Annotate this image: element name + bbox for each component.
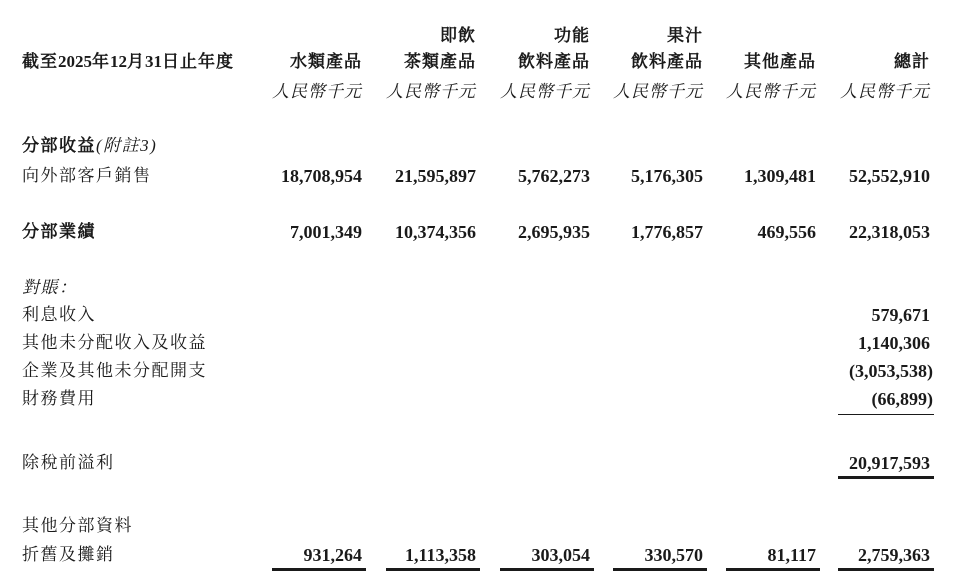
period-heading: 截至2025年12月31日止年度 — [22, 52, 234, 72]
external-sales-functional: 5,762,273 — [518, 166, 590, 186]
depreciation-other: 81,117 — [767, 545, 816, 565]
col-header-tea-line1: 即飲 — [440, 26, 476, 46]
col-header-total: 總計 — [894, 52, 930, 72]
col-header-functional-line1: 功能 — [554, 26, 590, 46]
col-header-water: 水類產品 — [290, 52, 362, 72]
corporate-expenses-total: (3,053,538) — [849, 361, 933, 381]
col-unit-juice: 人民幣千元 — [613, 82, 703, 102]
col-unit-tea: 人民幣千元 — [386, 82, 476, 102]
depreciation-total: 2,759,363 — [858, 545, 930, 565]
col-unit-other: 人民幣千元 — [726, 82, 816, 102]
depreciation-rule-total — [838, 568, 934, 571]
external-sales-tea: 21,595,897 — [395, 166, 476, 186]
depreciation-rule-juice — [613, 568, 707, 571]
external-sales-total: 52,552,910 — [849, 166, 930, 186]
depreciation-rule-water — [272, 568, 366, 571]
segment-revenue-heading: 分部收益(附註3) — [22, 136, 158, 156]
segment-results-functional: 2,695,935 — [518, 222, 590, 242]
col-unit-total: 人民幣千元 — [840, 82, 930, 102]
col-header-tea: 茶類產品 — [404, 52, 476, 72]
col-unit-water: 人民幣千元 — [272, 82, 362, 102]
col-header-juice-line1: 果汁 — [667, 26, 703, 46]
segment-results-total: 22,318,053 — [849, 222, 930, 242]
segment-results-tea: 10,374,356 — [395, 222, 476, 242]
depreciation-tea: 1,113,358 — [404, 545, 476, 565]
other-segment-info-heading: 其他分部資料 — [22, 516, 133, 536]
interest-income-total: 579,671 — [871, 305, 930, 325]
segment-results-water: 7,001,349 — [290, 222, 362, 242]
col-header-juice: 飲料產品 — [631, 52, 703, 72]
corporate-expenses-label: 企業及其他未分配開支 — [22, 361, 207, 381]
subtotal-rule — [838, 414, 934, 415]
external-sales-other: 1,309,481 — [744, 166, 816, 186]
interest-income-label: 利息收入 — [22, 305, 96, 325]
profit-double-rule — [838, 476, 934, 479]
depreciation-rule-functional — [500, 568, 594, 571]
external-sales-juice: 5,176,305 — [631, 166, 703, 186]
segment-results-label: 分部業績 — [22, 222, 96, 242]
finance-costs-total: (66,899) — [871, 389, 933, 409]
external-sales-label: 向外部客戶銷售 — [22, 166, 152, 186]
profit-before-tax-total: 20,917,593 — [849, 453, 930, 473]
segment-results-other: 469,556 — [757, 222, 816, 242]
depreciation-water: 931,264 — [303, 545, 362, 565]
depreciation-juice: 330,570 — [644, 545, 703, 565]
reconciliation-heading: 對賬： — [22, 278, 78, 298]
depreciation-functional: 303,054 — [531, 545, 590, 565]
other-income-total: 1,140,306 — [858, 333, 930, 353]
segment-results-juice: 1,776,857 — [631, 222, 703, 242]
depreciation-rule-other — [726, 568, 820, 571]
profit-before-tax-label: 除稅前溢利 — [22, 453, 115, 473]
col-header-other: 其他產品 — [744, 52, 816, 72]
col-unit-functional: 人民幣千元 — [500, 82, 590, 102]
external-sales-water: 18,708,954 — [281, 166, 362, 186]
depreciation-label: 折舊及攤銷 — [22, 545, 115, 565]
depreciation-rule-tea — [386, 568, 480, 571]
finance-costs-label: 財務費用 — [22, 389, 96, 409]
other-income-label: 其他未分配收入及收益 — [22, 333, 207, 353]
col-header-functional: 飲料產品 — [518, 52, 590, 72]
